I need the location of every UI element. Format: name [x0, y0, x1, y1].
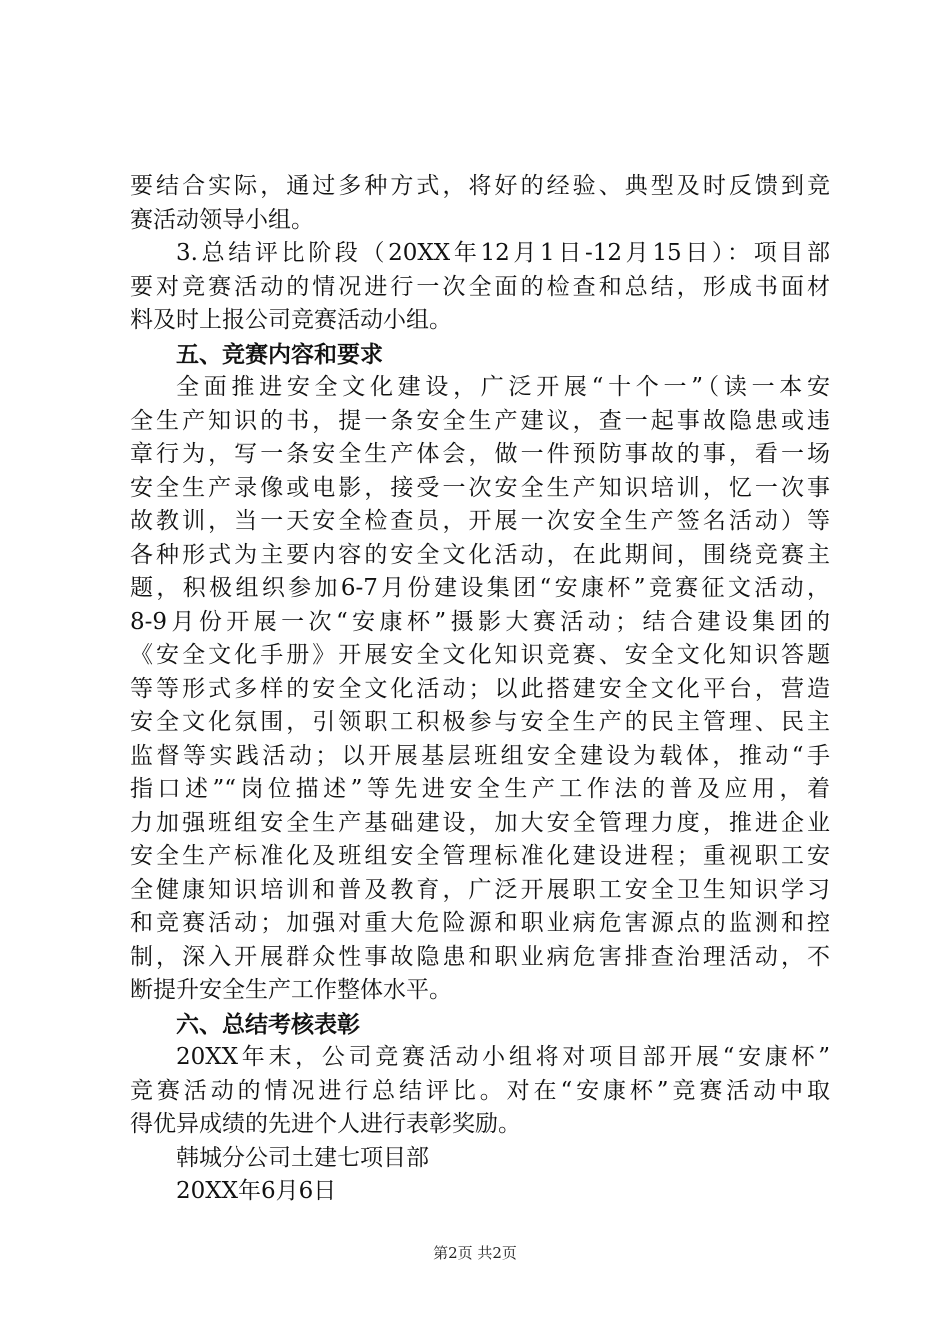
section-heading: 五、竞赛内容和要求	[176, 340, 383, 368]
text-line: 章行为，写一条安全生产体会，做一件预防事故的事，看一场	[130, 441, 830, 467]
text-line: 3.总结评比阶段（20XX年12月1日-12月15日）：项目部	[176, 240, 830, 266]
text-line: 力加强班组安全生产基础建设，加大安全管理力度，推进企业	[130, 809, 830, 836]
text-line: 故教训，当一天安全检查员，开展一次安全生产签名活动）等	[130, 508, 830, 534]
text-line: 和竞赛活动；加强对重大危险源和职业病危害源点的监测和控	[130, 910, 830, 936]
text-line: 全生产知识的书，提一条安全生产建议，查一起事故隐患或违	[130, 407, 830, 434]
text-line: 各种形式为主要内容的安全文化活动，在此期间，围绕竞赛主	[130, 541, 830, 568]
text-line: 全健康知识培训和普及教育，广泛开展职工安全卫生知识学习	[130, 876, 830, 903]
text-line: 安全生产录像或电影，接受一次安全生产知识培训，忆一次事	[130, 474, 830, 501]
text-line: 要结合实际，通过多种方式，将好的经验、典型及时反馈到竞	[130, 173, 830, 199]
text-line: 全面推进安全文化建设，广泛开展“十个一”（读一本安	[176, 374, 830, 400]
text-line: 得优异成绩的先进个人进行表彰奖励。	[130, 1111, 521, 1137]
text-line: 题，积极组织参加6-7月份建设集团“安康杯”竞赛征文活动，	[130, 575, 830, 601]
signature-organization: 韩城分公司土建七项目部	[176, 1144, 429, 1171]
text-line: 要对竞赛活动的情况进行一次全面的检查和总结，形成书面材	[130, 273, 830, 300]
page-footer: 第2页 共2页	[433, 1244, 517, 1262]
text-line: 监督等实践活动；以开展基层班组安全建设为载体，推动“手	[130, 742, 830, 769]
text-line: 断提升安全生产工作整体水平。	[130, 977, 452, 1003]
text-line: 等等形式多样的安全文化活动；以此搭建安全文化平台，营造	[130, 675, 830, 702]
text-line: 20XX年末，公司竞赛活动小组将对项目部开展“安康杯”	[176, 1044, 830, 1070]
section-heading: 六、总结考核表彰	[176, 1010, 360, 1038]
signature-date: 20XX年6月6日	[176, 1178, 337, 1204]
document-body	[130, 170, 830, 1209]
text-line: 8-9月份开展一次“安康杯”摄影大赛活动；结合建设集团的	[130, 608, 830, 635]
text-line: 安全生产标准化及班组安全管理标准化建设进程；重视职工安	[130, 843, 830, 869]
text-line: 料及时上报公司竞赛活动小组。	[130, 307, 452, 333]
text-line: 《安全文化手册》开展安全文化知识竞赛、安全文化知识答题	[130, 642, 830, 668]
text-line: 制，深入开展群众性事故隐患和职业病危害排查治理活动，不	[130, 943, 830, 970]
text-line: 赛活动领导小组。	[130, 206, 314, 233]
text-line: 指口述”“岗位描述”等先进安全生产工作法的普及应用，着	[130, 776, 830, 802]
text-line: 竞赛活动的情况进行总结评比。对在“安康杯”竞赛活动中取	[130, 1077, 830, 1104]
text-line: 安全文化氛围，引领职工积极参与安全生产的民主管理、民主	[130, 709, 830, 735]
